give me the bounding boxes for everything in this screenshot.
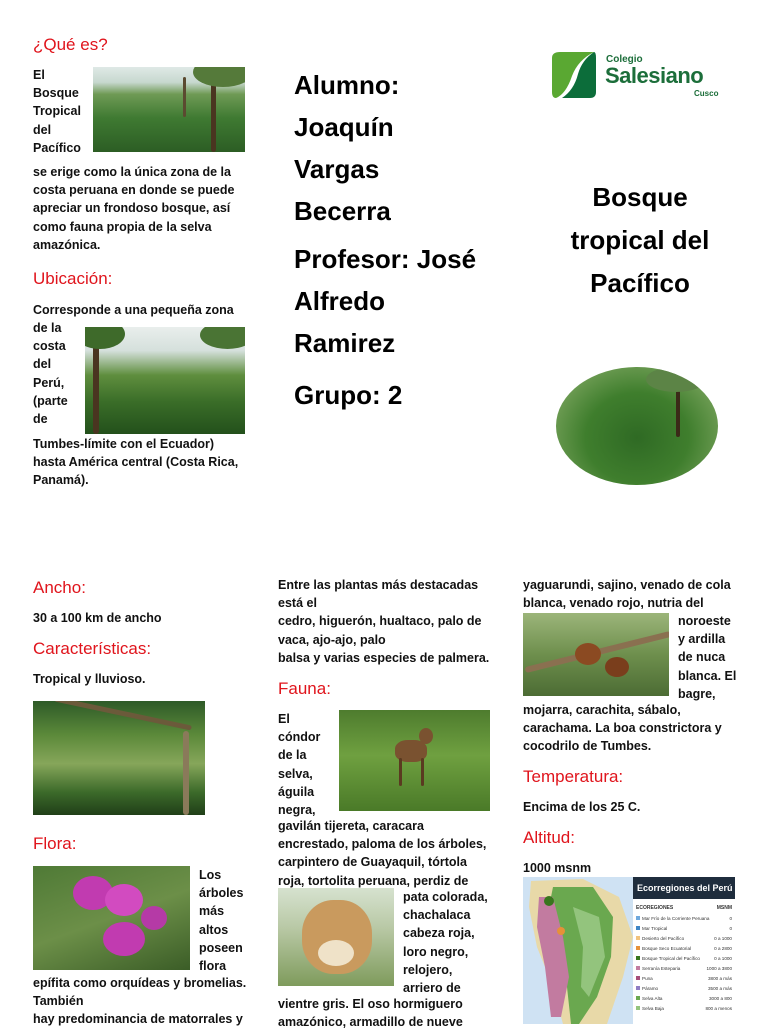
text-line: más [199,904,225,919]
legend-label: Desierto del Pacífico [642,935,685,941]
teacher-line: Profesor: José [294,244,477,274]
title-line: Pacífico [590,268,690,298]
logo-small-text: Colegio [606,54,643,65]
logo-city-text: Cusco [694,89,719,98]
text-line: vientre gris. El oso hormiguero [278,997,463,1011]
temperatura-text: Encima de los 25 C. [523,800,641,814]
caracteristicas-heading: Características: [33,639,152,658]
text-line: está el [278,596,317,611]
text-line: de la [33,321,62,335]
text-line: epífita como orquídeas y bromelias. [33,976,247,990]
text-line: mojarra, carachita, sábalo, [523,703,681,717]
legend-swatch [636,946,640,950]
text-line: cóndor [278,730,321,745]
text-line: El [278,712,290,726]
legend-row [633,913,735,923]
text-line: balsa y varias especies de palmera. [278,650,490,665]
fauna-continued-text [523,576,753,612]
fauna-wrapped-text [278,710,338,819]
text-line: amazónico, armadillo de nueve [278,1015,463,1030]
legend-swatch [636,1006,640,1010]
teacher-line: Alfredo [294,286,385,316]
student-name-line: Vargas [294,154,380,184]
fauna-end-text [278,995,508,1031]
text-line: blanca. El [678,668,737,683]
legend-value: 0 a 1000 [714,935,732,941]
teacher-line: Ramirez [294,328,396,358]
legend-swatch [636,976,640,980]
legend-value: 1000 a 3800 [706,965,732,971]
text-line: costa [33,339,66,354]
text-line: vaca, ajo-ajo, palo [278,632,386,647]
text-line: poseen [199,940,243,955]
text-line: apreciar un frondoso bosque, así [33,201,231,216]
plantas-text [278,576,508,667]
flora-heading: Flora: [33,834,77,853]
ancho-heading: Ancho: [33,578,86,597]
legend-row [633,973,735,983]
legend-row [633,983,735,993]
text-line: pata colorada, [403,890,488,904]
group-info: Grupo: 2 [294,380,403,410]
logo-mark-icon [548,50,598,100]
map-title: Ecorregiones del Perú [633,877,735,899]
ubicacion-first-line: Corresponde a una pequeña zona [33,303,234,317]
legend-swatch [636,986,640,990]
text-line: del [33,357,52,372]
forest-photo-1 [93,67,245,152]
legend-label: Mar Tropical [642,925,668,931]
text-line: Tropical [33,104,81,119]
legend-label: Bosque Tropical del Pacífico [642,955,700,961]
text-line: También [33,994,84,1009]
legend-value: 3800 a más [707,975,732,981]
logo-name-text: Salesiano [605,63,704,88]
alumno-label: Alumno: [294,70,400,100]
text-line: Panamá). [33,473,89,488]
legend-label: Selva Alta [642,995,663,1001]
legend-label: Páramo [642,985,659,991]
fauna-wrapped-text-3 [678,612,758,703]
map-legend [633,877,735,1024]
legend-rows [633,913,735,1013]
ubicacion-text [33,435,263,490]
legend-swatch [636,966,640,970]
flora-text [33,974,263,1029]
legend-swatch [636,956,640,960]
text-line: flora [199,959,227,974]
text-line: arriero de [403,981,461,996]
teacher-info [294,238,494,364]
text-line: cabeza roja, [403,926,475,941]
que-es-wrapped-text [33,66,93,157]
title-line: tropical del [570,225,710,255]
text-line: cedro, higuerón, hualtaco, palo de [278,614,482,629]
legend-value: 0 a 1000 [714,955,732,961]
altitud-heading: Altitud: [523,828,575,847]
title-line: Bosque [592,182,688,212]
legend-label: Mar Frío de la Corriente Peruana [642,915,710,921]
text-line: loro negro, [403,944,469,959]
legend-value: 0 a 2800 [714,945,732,951]
text-line: hasta América central (Costa Rica, [33,455,239,470]
legend-swatch [636,926,640,930]
text-line: Tumbes-límite con el Ecuador) [33,437,215,451]
text-line: encrestado, paloma de los árboles, [278,837,487,852]
legend-header-label: ECOREGIONES [636,905,674,911]
legend-value: 0 [729,925,732,931]
que-es-heading: ¿Qué es? [33,35,108,54]
jungle-photo [33,701,205,815]
brochure-title [540,176,740,305]
text-line: y ardilla [678,632,726,647]
text-line: del [33,122,52,137]
text-line: árboles [199,886,244,901]
fauna-wrapped-text-2 [403,888,503,997]
text-line: Entre las plantas más destacadas [278,578,479,592]
text-line: amazónica. [33,237,101,252]
text-line: El [33,68,45,82]
text-line: gavilán tijereta, caracara [278,819,424,833]
text-line: carachama. La boa constrictora y [523,721,722,736]
forest-oval-photo [556,367,718,485]
text-line: águila [278,784,315,799]
text-line: roja, tortolita peruana, perdiz de [278,873,469,888]
forest-photo-2 [85,327,245,434]
legend-swatch [636,996,640,1000]
ecoregions-map [523,877,735,1024]
legend-label: Puna [642,975,653,981]
text-line: altos [199,922,229,937]
text-line: selva, [278,766,313,781]
text-line: hay predominancia de matorrales y [33,1012,243,1027]
legend-swatch [636,916,640,920]
text-line: blanca, venado rojo, nutria del [523,596,704,611]
altitud-text: 1000 msnm [523,861,592,875]
legend-value: 3500 a más [707,985,732,991]
student-info [294,64,494,232]
text-line: de [33,412,48,427]
legend-row [633,993,735,1003]
text-line: Pacífico [33,140,81,155]
school-logo [548,50,723,102]
ubicacion-wrapped-text [33,319,85,428]
legend-value: 0 [729,915,732,921]
text-line: chachalaca [403,908,471,923]
fauna-heading: Fauna: [278,679,331,698]
fauna-mid-text [278,817,508,890]
legend-row [633,923,735,933]
legend-row [633,963,735,973]
legend-value: 3000 a 800 [709,995,732,1001]
text-line: Los [199,868,222,882]
text-line: (parte [33,393,68,408]
student-name-line: Becerra [294,196,391,226]
legend-row [633,953,735,963]
ancho-text: 30 a 100 km de ancho [33,611,162,625]
monkey-photo [523,613,669,696]
flora-wrapped-text [199,866,259,975]
legend-label: Serranía Esteparia [642,965,681,971]
text-line: cocodrilo de Tumbes. [523,739,652,754]
text-line: costa peruana en donde se puede [33,183,235,198]
text-line: noroeste [678,614,731,628]
text-line: Perú, [33,375,65,390]
text-line: yaguarundi, sajino, venado de cola [523,578,731,592]
student-name-line: Joaquín [294,112,394,142]
text-line: Bosque [33,86,79,101]
legend-label: Bosque Seco Ecuatorial [642,945,692,951]
fauna-final-text [523,701,758,756]
text-line: relojero, [403,962,453,977]
deer-photo [339,710,490,811]
ubicacion-heading: Ubicación: [33,269,113,288]
temperatura-heading: Temperatura: [523,767,624,786]
text-line: como fauna propia de la selva [33,219,212,234]
text-line: negra, [278,803,316,818]
legend-row [633,943,735,953]
text-line: se erige como la única zona de la [33,165,231,179]
legend-value: 800 a menos [705,1005,732,1011]
orchid-photo [33,866,190,970]
text-line: bagre, [678,686,716,701]
map-legend-header [633,899,735,913]
text-line: carpintero de Guayaquil, tórtola [278,855,467,870]
puma-photo [278,888,394,986]
text-line: de nuca [678,650,726,665]
legend-row [633,1003,735,1013]
que-es-text [33,163,253,254]
caracteristicas-text: Tropical y lluvioso. [33,672,146,686]
text-line: de la [278,748,307,763]
legend-swatch [636,936,640,940]
legend-row [633,933,735,943]
legend-header-value: MSNM [716,905,732,911]
legend-label: Selva Baja [642,1005,664,1011]
